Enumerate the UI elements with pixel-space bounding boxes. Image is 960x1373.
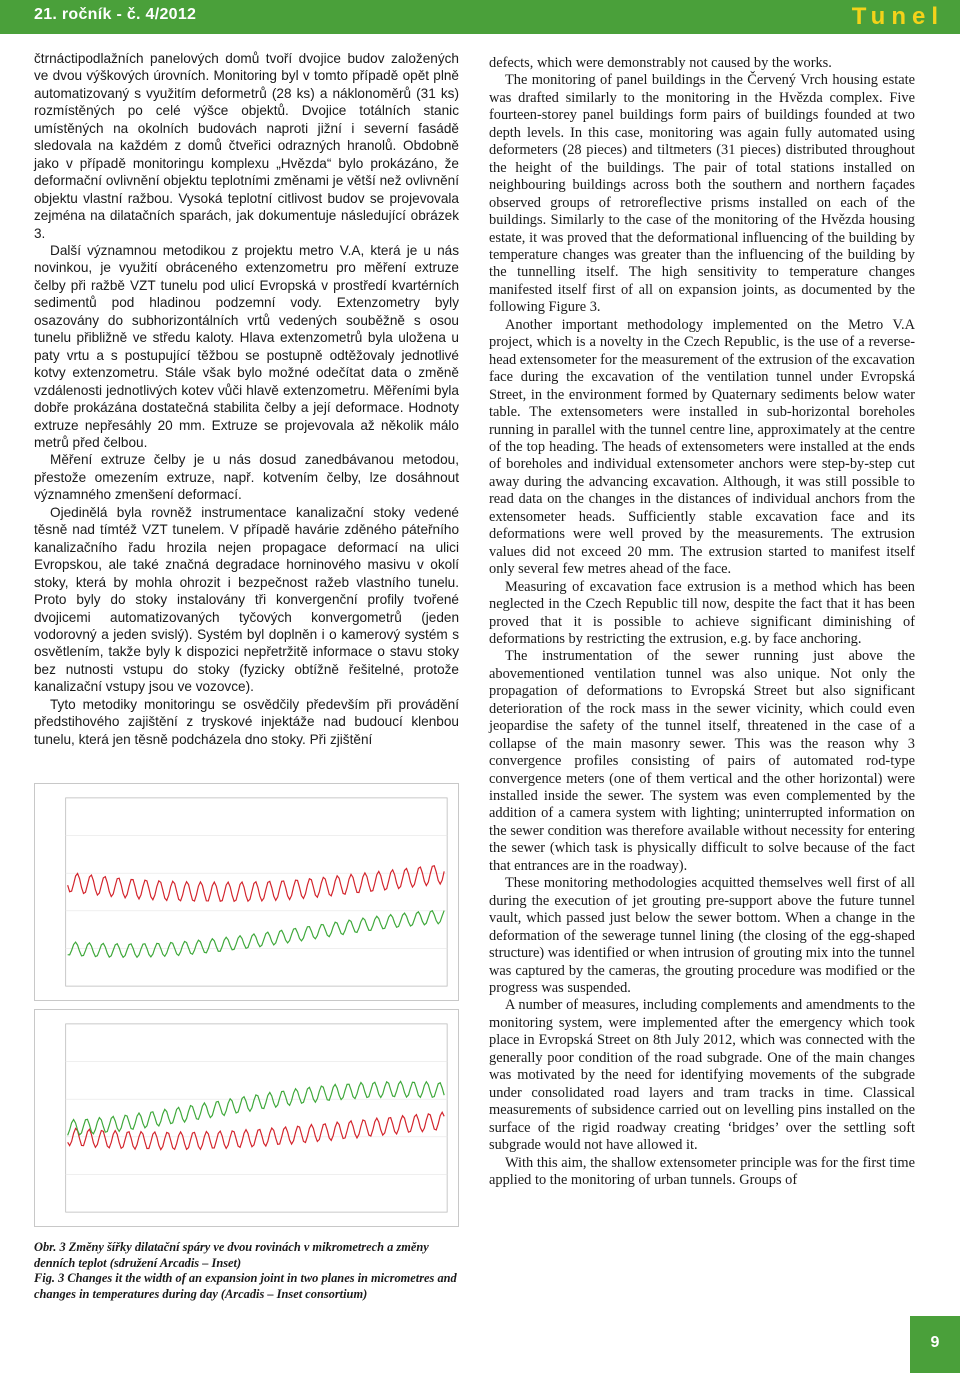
series-joint-width — [68, 866, 445, 902]
left-paragraph: Ojedinělá byla rovněž instrumentace kanalizační stoky vedené těsně nad tímtéž VZT tunelem. V případě havárie zděného páteřního kanalizačního řadu hrozila nejen propagace deformací na ulici Evropskou, ale také značná degradace horninového masivu v okolí stoky, která by mohla ohrozit i bezpečnost ražeb vlastního tunelu. Proto byly do stoky instalovány tři konvergenční profily tvořené dvojicemi automatizovaných tyčových konvergometrů (jeden vodorovný a jeden svislý). Systém byl doplněn i o kamerový systém s osvětlením, takže byly k dispozici nepřetržitě informace o stavu stoky bez nutnosti vstupu do stoky (fyzicky obtížně řešitelné, protože kanalizační vstupy jsou ve vozovce). — [34, 504, 459, 695]
right-column — [489, 55, 915, 1189]
left-paragraph: čtrnáctipodlažních panelových domů tvoří dvojice budov založených ve dvou výškových úrovních. Monitoring byl v tomto případě opět plně automatizovaný s využitím deformetrů (28 ks) a náklonoměrů (31 ks) rozmístěných po celé výšce objektů. Dvojice totálních stanic umístěných na okolních budovách naproti jižní i severní fasádě sledovala na každém z domů čtveřici odrazných hranolů. Obdobně jako v případě monitoringu komplexu „Hvězda“ bylo prokázáno, že deformační ovlivnění objektu teplotními změnami je větší než ovlivnění objektu vlastní ražbou. Vysoká teplotní citlivost budov se projevovala zejména na dilatačních sparách, jak dokumentuje následující obrázek 3. — [34, 51, 459, 241]
left-paragraph: Měření extruze čelby je u nás dosud zanedbávanou metodou, přestože omezením extruze, např. kotvením čelby, lze dosáhnout významného zmenšení deformací. — [34, 452, 459, 503]
series-temperature — [68, 1081, 445, 1135]
left-column — [34, 50, 459, 748]
figure-caption — [34, 1240, 464, 1302]
right-paragraph: Another important methodology implemented on the Metro V.A project, which is a novelty in the Czech Republic, is the use of a reverse-head extensometer for the measurement of the extrusion of the excavation face during the excavation of the ventilation tunnel under Evropská Street, in the environment formed by Quaternary sediments below water table. The extensometers were installed in sub-horizontal boreholes running in parallel with the tunnel centre line, approximately at the centre of the top heading. The heads of extensometers were installed at the ends of boreholes and individual extensometer anchors were step-by-step cut away during the advancing excavation. Although, it was still possible to read data on the changes in the distances of individual anchors from the extensometer heads. Sufficiently stable excavation face and its deformations were well proved by the measurements. The extrusion values did not exceed 20 mm. The extrusion started to manifest itself only several few metres ahead of the face. — [489, 316, 915, 578]
right-paragraph: The monitoring of panel buildings in the Červený Vrch housing estate was drafted similarly to the monitoring in the Hvězda complex. Five fourteen-storey panel buildings form pairs of buildings founded at two depth levels. In this case, monitoring was again fully automated using deformeters (28 pieces) and tiltmeters (31 pieces) distributed throughout the height of the buildings. The pair of total stations installed on neighbouring buildings across both the southern and northern façades observed groups of retroreflective prisms installed on each of the buildings. Similarly to the case of the monitoring of the Hvězda housing estate, it was proved that the deformational influencing of the building by temperature changes was greater than the influencing of the building by the tunnelling itself. The high sensitivity to temperature changes manifested itself first of all on expansion joints, as documented by the following Figure 3. — [489, 72, 915, 316]
caption-cz: Obr. 3 Změny šířky dilatační spáry ve dvou rovinách v mikrometrech a změny denních teplot (sdružení Arcadis – Inset) — [34, 1240, 429, 1270]
right-paragraph: The instrumentation of the sewer running just above the abovementioned ventilation tunnel was also unique. Not only the propagation of deformations to Evropská Street but also significant deterioration of the rock mass in the sewer vicinity, which could even jeopardise the safety of the tunnel itself, threatened in the case of a collapse of the main masonry sewer. This was the reason why 3 convergence profiles consisting of pairs of automated rod-type convergence meters (one of them vertical and the other horizontal) were installed inside the sewer. The system was even complemented by the addition of a camera system with lighting; uninterrupted information on the sewer condition was therefore available without necessity for entering the sewer (which task is physically difficult to solve because of the fact that entrances are in the roadway). — [489, 648, 915, 874]
header-bar — [0, 0, 960, 34]
page-number-badge — [910, 1316, 960, 1373]
series-temperature — [68, 911, 445, 958]
right-paragraph: With this aim, the shallow extensometer principle was for the first time applied to the monitoring of urban tunnels. Groups of — [489, 1154, 915, 1188]
right-paragraph: defects, which were demonstrably not caused by the works. — [489, 55, 832, 71]
chart-joint-plane-2 — [34, 1009, 459, 1227]
page-number: 9 — [930, 1334, 940, 1351]
figure-3 — [34, 783, 459, 1233]
chart-joint-plane-1 — [34, 783, 459, 1001]
tunel-logo: Tunel — [851, 3, 944, 30]
left-paragraph: Další významnou metodikou z projektu metro V.A, která je u nás novinkou, je využití obráceného extenzometru pro měření extruze čelby při ražbě VZT tunelu pod ulicí Evropská v prostředí kvartérních sedimentů pod hladinou podzemní vody. Extenzometry byly osazovány do subhorizontálních vrtů vedených souběžně s osou tunelu přibližně ve středu kaloty. Hlava extenzometrů byla uložena u paty vrtu a s postupující těžbou se postupně odtěžovaly jednotlivé kotvy extenzometru. Stále však bylo možné odečítat data o změně vzdálenosti jednotlivých kotev vůči hlavě extenzometru. Měřeními byla dobře prokázána dostatečná stabilita čelby a její deformace. Hodnoty extruze nepřesáhly 20 mm. Extruze se projevovala až několik málo metrů před čelbou. — [34, 242, 459, 450]
caption-en: Fig. 3 Changes it the width of an expansion joint in two planes in micrometres and changes in temperatures during day (Arcadis – Inset consortium) — [34, 1271, 457, 1301]
right-paragraph: A number of measures, including complements and amendments to the monitoring system, were implemented after the emergency which took place in Evropská Street on 8th July 2012, which was connected with the generally poor condition of the road subgrade. One of the main changes was motivated by the need for identifying movements of the subgrade under consolidated road layers and tram tracks in time. Classical measurements of subsidence carried out on levelling pins installed on the surface of the rigid roadway creating ‘bridges’ over the settling soft subgrade would not have allowed it. — [489, 997, 915, 1154]
right-paragraph: Measuring of excavation face extrusion is a method which has been neglected in the Czech Republic till now, despite the fact that it has been proved that it is possible to achieve significant diminishing of deformations by restricting the extrusion, e.g. by face anchoring. — [489, 578, 915, 647]
left-paragraph: Tyto metodiky monitoringu se osvědčily především při provádění předstihového zajištění z tryskové injektáže nad budoucí klenbou tunelu, která jen těsně podcházela dno stoky. Při zjištění — [34, 696, 459, 747]
right-paragraph: These monitoring methodologies acquitted themselves well first of all during the execution of jet grouting pre-support above the future tunnel vault, which passed just below the sewer bottom. When a change in the deformation of the sewerage tunnel lining (the closing of the egg-shaped structure) was identified or when intrusion of grouting mix into the tunnel was captured by the cameras, the grouting procedure was modified or the progress was suspended. — [489, 875, 915, 997]
issue-label: 21. ročník - č. 4/2012 — [34, 6, 197, 23]
